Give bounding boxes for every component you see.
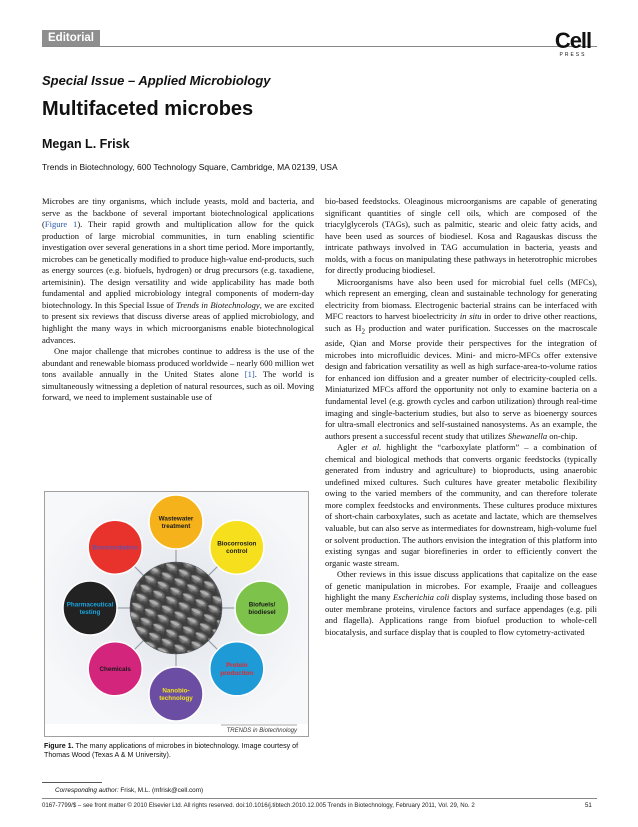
right-column	[325, 196, 597, 638]
text-run: Microorganisms have also been used for microbial fuel cells (MFCs), which represent an emerging, clean and sustainable technology for generating electricity from biomass. Electrogenic bacterial strains can be interfaced with MFC reactors to harvest bioelectricity	[325, 276, 597, 322]
left-column	[42, 196, 314, 404]
applications-diagram	[45, 492, 308, 736]
footer-citation: 0167-7799/$ – see front matter © 2010 Elsevier Ltd. All rights reserved. doi:10.1016/j.tibtech.2010.12.005 Trends in Biotechnology, February 2011, Vol. 29, No. 2	[42, 802, 475, 809]
node-label: Biofuels/ biodiesel	[248, 601, 276, 616]
footnote-rule	[42, 782, 102, 783]
application-node	[88, 642, 142, 696]
footer-rule	[42, 798, 597, 799]
caption-text: The many applications of microbes in biotechnology. Image courtesy of Thomas Wood (Texas A & M University).	[44, 742, 299, 760]
corresponding-author-note	[55, 787, 203, 794]
author-affiliation: Trends in Biotechnology, 600 Technology Square, Cambridge, MA 02139, USA	[42, 162, 338, 172]
application-node	[210, 642, 264, 696]
node-label: Protein production	[220, 662, 254, 677]
text-run: . The world is simultaneously witnessing a depletion of natural resources, such as oil. Moving forward, we need to implement sustainable use of	[42, 369, 314, 403]
application-node	[149, 667, 203, 721]
subscript: 2	[361, 327, 366, 336]
application-node	[149, 495, 203, 549]
paragraph	[325, 442, 597, 569]
cell-press-logo	[548, 30, 598, 58]
figure-caption	[44, 742, 310, 761]
node-label: Biocorrosion control	[217, 540, 257, 556]
author-name: Megan L. Frisk	[42, 137, 130, 151]
text-run: ). Their rapid growth and multiplication allow for the quick production of large microbial communities, in turn enabling scientific investigation over several generations in a short time period. More importantly, microbes can be genetically modified to produce high-value end-products, such as energy sources (e.g. biofuels, hydrogen) or drug precursors (e.g. taxadiene, artemisinin). The design versatility and wide applicability has made both fundamental and applied microbiology integral components of modern-day biotechnology. In this Special Issue of	[42, 219, 314, 310]
text-run: Microbes are tiny organisms, which include yeasts, mold and bacteria, and serve as the backbone of several important biotechnological applications (	[42, 196, 314, 230]
application-node	[63, 581, 117, 635]
paragraph: bio-based feedstocks. Oleaginous microorganisms are capable of generating significant quantities of single cell oils, which are composed of the triacylglycerols (TAGs), such as palmitic, stearic and oleic fatty acids, and have been used as sources of biodiesel. Kosa and Ragauskas discuss the intricate pathways involved in TAG accumulation in bacteria, yeasts and molds, with a focus on manipulating these pathways in heterotrophic microbes for directly producing biodiesel.	[325, 196, 597, 276]
footnote-text: Frisk, M.L. (mfrisk@cell.com)	[118, 787, 204, 794]
figure-1-link[interactable]: Figure 1	[44, 219, 78, 230]
microbe-micrograph	[130, 562, 222, 654]
node-label: Pharmaceutical testing	[66, 601, 114, 616]
special-issue-heading: Special Issue – Applied Microbiology	[42, 73, 271, 88]
text-run: Other reviews in this issue discuss applications that capitalize on the ease of genetic manipulation in microbes. For example, Fraaije and colleagues highlight the many	[325, 569, 597, 603]
node-label: Nanobio-technology	[159, 687, 193, 702]
node-label: Wastewater treatment	[158, 515, 194, 530]
logo-word: Cell	[554, 28, 592, 53]
italic-term: in situ	[459, 311, 482, 322]
journal-name: Trends in Biotechnology	[175, 299, 260, 310]
reference-1-link[interactable]: [1]	[244, 369, 255, 380]
section-label: Editorial	[42, 30, 100, 46]
application-node	[88, 520, 142, 574]
text-run: , we are excited to present six reviews that discuss diverse areas of applied microbiology, and highlight the many ways in which microorganisms enable biotechnological advances.	[42, 299, 314, 345]
text-run: One major challenge that microbes continue to address is the use of the abundant and renewable biomass produced worldwide – nearly 600 million wet tons available annually in the United States alone	[42, 346, 315, 380]
application-node	[235, 581, 289, 635]
text-run: in order to drive other reactions, such as H	[325, 311, 597, 334]
italic-term: Escherichia coli	[393, 592, 450, 603]
header-rule	[42, 46, 597, 47]
text-run: display systems, including those based on outer membrane proteins, virulence factors and surface appendages (e.g. pili and flagella). Applications range from biofuel production to whole-cell biocatalysis, and surface display that is coupled to flow cytometry-activated	[325, 592, 597, 637]
article-title: Multifaceted microbes	[42, 98, 254, 120]
figure-1	[44, 491, 309, 737]
text-run: highlight the “carboxylate platform” – a combination of chemical and biological methods that converts organic feedstocks (typically generated from industry and agriculture) to bioproducts, using anaerobic undefined mixed cultures. Such cultures have greater metabolic flexibility owing to the varied members of the community, and can therefore tolerate more complex feedstocks and environments. These cultures produce mixtures of short-chain carboxylates, such as acetate and lactate, which are themselves valuable, but can also serve as intermediates for downstream, high-volume fuel or solvent production. The authors envision the integration of this platform into existing syngas and sugar biorefineries in order to efficiently convert the organic waste stream.	[325, 442, 597, 568]
footnote-label: Corresponding author:	[55, 787, 119, 794]
text-run: on-chip.	[547, 430, 578, 441]
italic-term: et al.	[361, 442, 382, 453]
logo-sub: PRESS	[559, 52, 587, 58]
application-node	[210, 520, 264, 574]
text-run: Agler	[337, 442, 362, 453]
text-run: production and water purification. Successes on the macroscale aside, Qian and Morse provide their perspectives for the integration of microbes into microfluidic devices. Mini- and micro-MFCs offer extensive design and fabrication versatility as well as high surface-area-to-volume ratios for enhanced ion diffusion and a greater number of electricity-coupled cells. Miniaturized MFCs afford the opportunity not only to examine bacteria on a fundamental level (e.g. growth cycles and carbon utilization) through real-time imaging and single-bacterium studies, but also to serve as bioenergy sources for ultra-small electronics and self-sustained nanosystems. As an example, the authors present a successful recent study that utilizes	[325, 323, 597, 441]
node-label: Chemicals	[99, 666, 131, 674]
italic-term: Shewanella	[507, 430, 548, 441]
paragraph	[325, 277, 597, 442]
node-label: Bioremediation	[92, 544, 139, 552]
caption-label: Figure 1.	[44, 742, 74, 750]
paragraph	[42, 196, 314, 346]
paragraph	[325, 569, 597, 638]
paragraph	[42, 346, 314, 404]
page-number: 51	[585, 802, 592, 809]
figure-credit: TRENDS in Biotechnology	[226, 728, 297, 734]
